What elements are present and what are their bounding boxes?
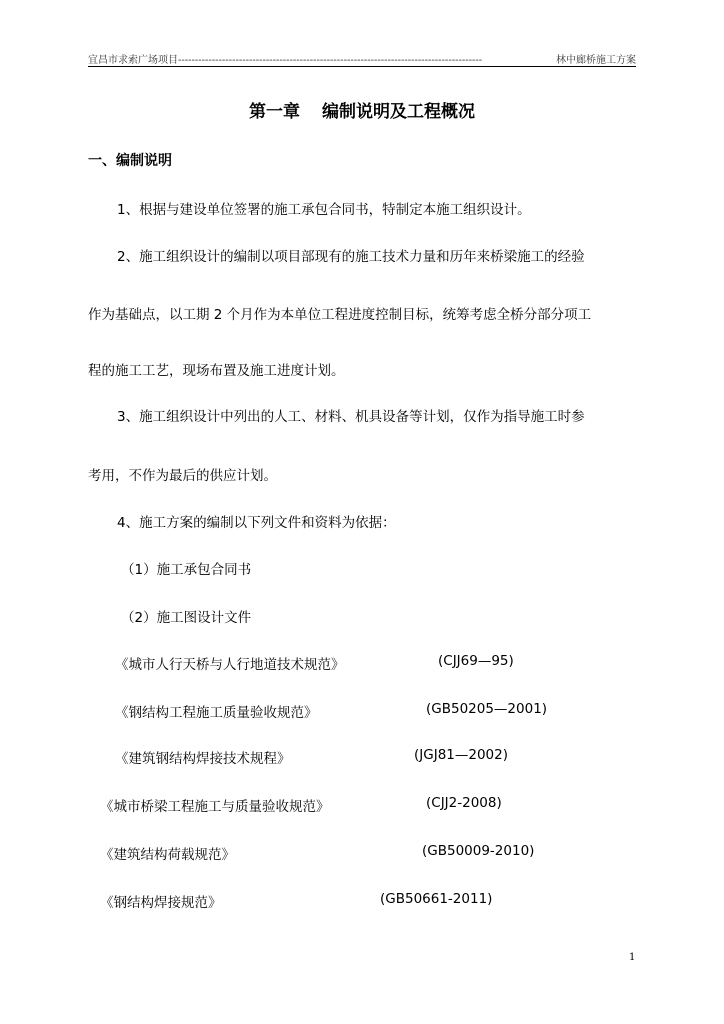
paragraph-2-line-2: 作为基础点，以工期 2 个月作为本单位工程进度控制目标，统筹考虑全桥分部分项工 [88,307,592,323]
header-project-name: 宜昌市求索广场项目 [88,55,178,66]
standard-name: 《钢结构焊接规范》 [100,895,222,911]
header-dashes: ------------------------------------------------------------------------------------------ [178,55,483,66]
standard-name: 《建筑结构荷载规范》 [100,847,235,863]
list-item-2: （2）施工图设计文件 [121,610,252,626]
chapter-heading: 编制说明及工程概况 [322,102,475,122]
standard-code: (JGJ81—2002) [414,747,508,763]
standard-code: (GB50009-2010) [422,843,535,859]
paragraph-1: 1、根据与建设单位签署的施工承包合同书，特制定本施工组织设计。 [117,202,531,218]
chapter-number: 第一章 [249,102,300,122]
standard-code: (CJJ69—95) [438,653,514,669]
standard-code: (CJJ2-2008) [426,795,502,811]
page-header [88,51,636,66]
header-rule [88,66,636,67]
paragraph-4: 4、施工方案的编制以下列文件和资料为依据： [117,515,396,531]
paragraph-2-line-3: 程的施工工艺，现场布置及施工进度计划。 [88,363,345,379]
paragraph-3-line-1: 3、施工组织设计中列出的人工、材料、机具设备等计划，仅作为指导施工时参 [117,409,585,425]
paragraph-2-line-1: 2、施工组织设计的编制以项目部现有的施工技术力量和历年来桥梁施工的经验 [117,249,585,265]
paragraph-3-line-2: 考用，不作为最后的供应计划。 [88,468,277,484]
chapter-title [0,97,724,122]
standard-name: 《建筑钢结构焊接技术规程》 [115,751,291,767]
page-number: 1 [629,952,636,963]
standard-name: 《城市桥梁工程施工与质量验收规范》 [100,799,330,815]
standard-code: (GB50205—2001) [426,701,548,717]
section-heading: 一、编制说明 [88,153,172,169]
list-item-1: （1）施工承包合同书 [121,562,252,578]
standard-name: 《钢结构工程施工质量验收规范》 [115,705,318,721]
standard-name: 《城市人行天桥与人行地道技术规范》 [115,657,345,673]
header-document-name: 林中廊桥施工方案 [555,51,636,66]
standard-code: (GB50661-2011) [380,891,493,907]
